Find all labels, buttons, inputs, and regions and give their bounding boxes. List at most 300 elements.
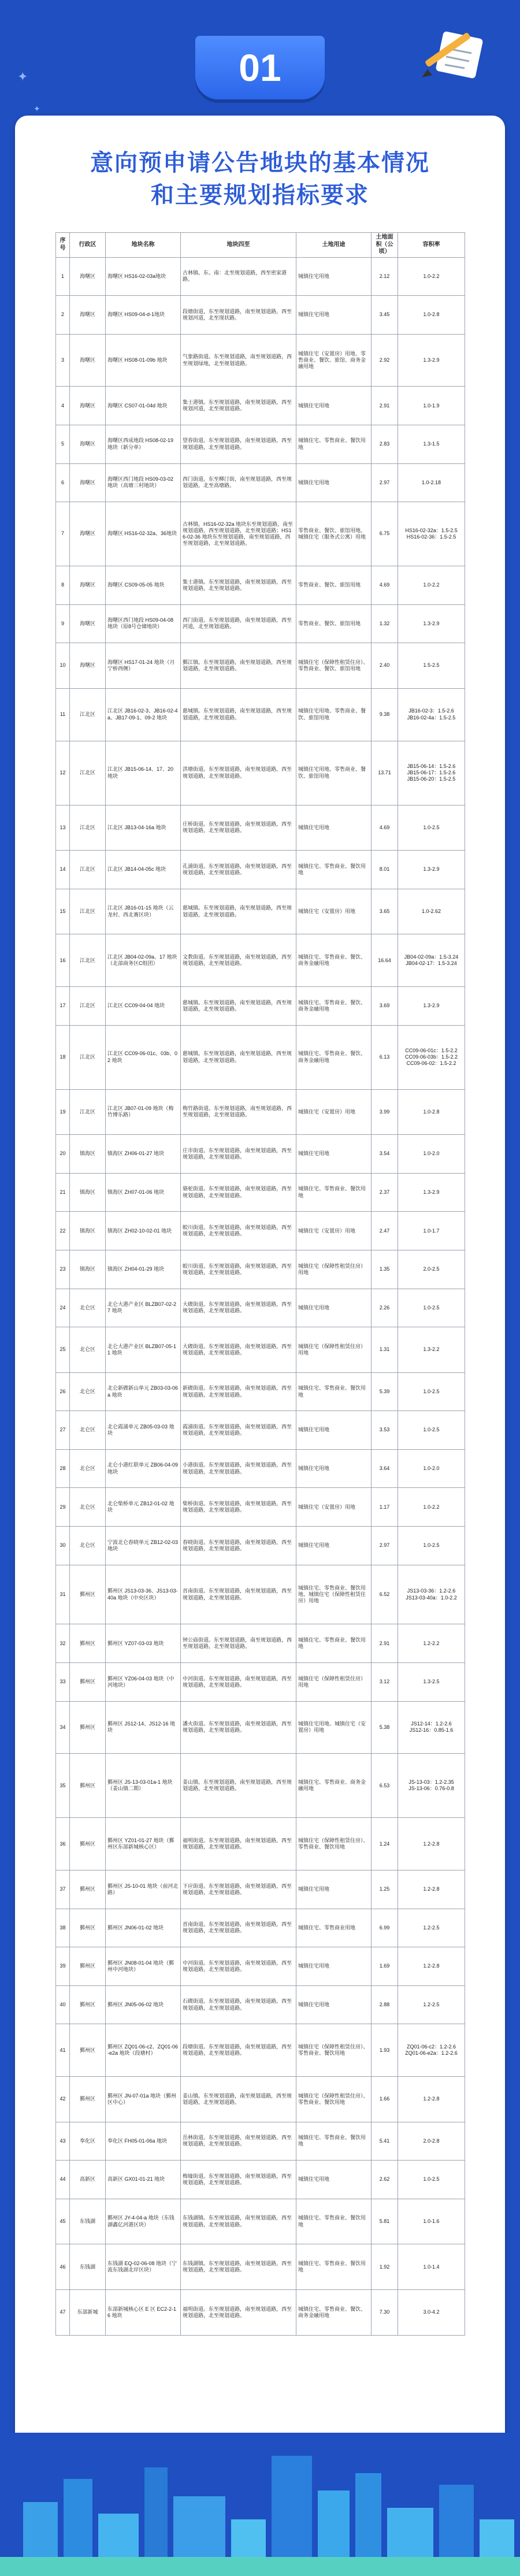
cell-area: 2.91 [372,1624,398,1663]
cell-name: 江北区 JB04-02-09a、17 地块（北部商务区C组团） [106,934,181,987]
cell-name: 北仑小港红联单元 ZB06-04-09 地块 [106,1449,181,1488]
cell-seq: 12 [56,741,70,805]
header-use: 土地用途 [296,233,372,258]
cell-use: 城镇住宅用地 [296,257,372,296]
cell-name: 高新区 GX01-01-21 地块 [106,2161,181,2199]
pen-paper-icon [404,23,491,92]
cell-name: 海曙区 CS09-05-05 地块 [106,566,181,605]
cell-district: 鄞州区 [70,1947,106,1986]
cell-seq: 29 [56,1488,70,1527]
table-row [56,1250,465,1289]
cell-location: 下应街道。东至规划道路，南至规划道路，西至规划道路，北至规划道路。 [181,1870,296,1909]
cell-use: 城镇住宅、零售商业、餐饮用地 [296,2122,372,2161]
cell-use: 零售商业、餐饮、旅馆用地 [296,604,372,643]
cell-area: 2.26 [372,1289,398,1327]
cell-name: 鄞州区 JN06-01-02 地块 [106,1909,181,1947]
cell-use: 城镇住宅用地、零售商业、餐饮、旅馆用地 [296,688,372,741]
cell-use: 城镇住宅（保障性租赁住房）用地 [296,1663,372,1702]
cell-name: 海曙区 CS07-01-04d 地块 [106,387,181,425]
cell-seq: 36 [56,1818,70,1870]
cell-location: 骆驼街道。东至规划道路，南至规划道路，西至规划道路，北至规划道路。 [181,1173,296,1212]
cell-use: 城镇住宅用地 [296,1527,372,1565]
table-row [56,1754,465,1818]
cell-district: 北仑区 [70,1449,106,1488]
cell-district: 鄞州区 [70,2024,106,2077]
cell-district: 鄞州区 [70,1663,106,1702]
table-row [56,1527,465,1565]
cell-seq: 9 [56,604,70,643]
cell-use: 城镇住宅、零售商业、餐饮、商务金融用地 [296,1025,372,1089]
cell-district: 江北区 [70,805,106,851]
cell-seq: 30 [56,1527,70,1565]
cell-far: 1.2-2.5 [398,1909,465,1947]
cell-location: 慈城镇。东至规划道路，南至规划道路，西至规划道路，北至规划道路。 [181,1025,296,1089]
table-row [56,296,465,335]
cell-district: 江北区 [70,688,106,741]
cell-far: 1.3-2.9 [398,987,465,1026]
cell-area: 6.52 [372,1565,398,1624]
cell-use: 城镇住宅（安置房）用地 [296,1212,372,1250]
cell-location: 望春街道。东至规划道路，南至规划道路，西至规划道路，北至规划道路。 [181,425,296,463]
table-row [56,1488,465,1527]
cell-far: 1.0-2.2 [398,566,465,605]
cell-use: 城镇住宅用地、零售商业、餐饮、旅馆用地 [296,741,372,805]
cell-far: 1.0-2.5 [398,2161,465,2199]
cell-location: 慈城镇。东至规划道路，南至规划道路，西至规划道路，北至规划道路。 [181,889,296,934]
cell-area: 3.53 [372,1411,398,1450]
cell-area: 4.69 [372,566,398,605]
cell-name: 东钱湖 EQ-02-06-08 地块（宁波东钱湖北岸区块） [106,2244,181,2290]
cell-name: 海曙区西门地段 HS09-03-02 地块（高塘三村地块） [106,463,181,502]
cell-use: 城镇住宅、零售商业、餐饮用地 [296,1372,372,1411]
cell-district: 江北区 [70,1025,106,1089]
cell-use: 城镇住宅（保障性租赁住房）、零售商业、餐饮用地 [296,2077,372,2122]
cell-seq: 23 [56,1250,70,1289]
header-far: 容积率 [398,233,465,258]
cell-name: 奉化区 FH05-01-06a 地块 [106,2122,181,2161]
cell-seq: 15 [56,889,70,934]
cell-far: 1.2-2.8 [398,1947,465,1986]
cell-area: 8.01 [372,851,398,889]
cell-far: 1.0-2.18 [398,463,465,502]
cell-use: 城镇住宅、零售商业、餐饮用地、城镇住宅（保障性租赁住房）用地 [296,1565,372,1624]
cell-location: 慈城镇。东至规划道路，南至规划道路，西至规划道路，北至规划道路。 [181,688,296,741]
cell-name: 海曙区 HS16-02-32a、36地块 [106,502,181,566]
cell-far: 1.3-2.9 [398,1173,465,1212]
city-skyline-illustration [0,2433,520,2576]
cell-area: 2.83 [372,425,398,463]
cell-seq: 47 [56,2290,70,2336]
cell-far: 1.0-2.2 [398,1488,465,1527]
cell-district: 鄞州区 [70,1701,106,1754]
cell-use: 城镇住宅用地 [296,1411,372,1450]
cell-far: JB04-02-09a：1.5-3.24 JB04-02-17：1.5-3.24 [398,934,465,987]
cell-location: 首南街道。东至规划道路，南至规划道路，西至规划道路，北至规划道路。 [181,1909,296,1947]
table-row [56,1909,465,1947]
cell-use: 城镇住宅、零售商业、餐饮、商务金融用地 [296,2290,372,2336]
cell-use: 城镇住宅、零售商业、餐饮用地 [296,425,372,463]
cell-location: 潘火街道。东至规划道路，南至规划道路，西至规划道路，北至规划道路。 [181,1701,296,1754]
cell-name: 江北区 JB16-02-3、JB16-02-4a、JB17-09-1、09-2 地块 [106,688,181,741]
cell-name: 鄞州区 JS13-03-36、JS13-03-40a 地块（中央区块） [106,1565,181,1624]
table-row [56,1818,465,1870]
cell-use: 零售商业、餐饮、旅馆用地 [296,566,372,605]
cell-seq: 39 [56,1947,70,1986]
cell-use: 城镇住宅用地 [296,2161,372,2199]
cell-seq: 25 [56,1327,70,1373]
cell-seq: 33 [56,1663,70,1702]
cell-location: 古林镇。HS16-02-32a 地块东至规划道路，南至规划道路，西至规划道路，北至规划道路；HS16-02-36 地块东至规划道路，南至规划道路，西至规划道路，北至规划道路。 [181,502,296,566]
cell-area: 1.17 [372,1488,398,1527]
table-row [56,502,465,566]
cell-district: 北仑区 [70,1411,106,1450]
cell-seq: 21 [56,1173,70,1212]
cell-district: 东部新城 [70,2290,106,2336]
cell-area: 2.97 [372,1527,398,1565]
cell-district: 北仑区 [70,1488,106,1527]
cell-seq: 4 [56,387,70,425]
cell-seq: 1 [56,257,70,296]
cell-far: ZQ01-06-c2：1.2-2.6 ZQ01-06-e2a：1.2-2.6 [398,2024,465,2077]
cell-area: 3.12 [372,1663,398,1702]
cell-far: 1.3-2.5 [398,1663,465,1702]
cell-area: 3.54 [372,1135,398,1174]
cell-use: 城镇住宅用地 [296,1870,372,1909]
cell-far: JS13-03-36：1.2-2.6 JS13-03-40a：1.0-2.2 [398,1565,465,1624]
cell-far: 1.0-2.62 [398,889,465,934]
cell-name: 江北区 JB14-04-05c 地块 [106,851,181,889]
cell-area: 6.13 [372,1025,398,1089]
cell-district: 江北区 [70,934,106,987]
cell-district: 镇海区 [70,1135,106,1174]
cell-area: 4.69 [372,805,398,851]
cell-seq: 38 [56,1909,70,1947]
cell-area: 1.93 [372,2024,398,2077]
cell-location: 福明街道。东至规划道路，南至规划道路，西至规划道路，北至规划道路。 [181,1818,296,1870]
cell-district: 镇海区 [70,1250,106,1289]
cell-location: 福明街道。东至规划道路，南至规划道路，西至规划道路，北至规划道路。 [181,2290,296,2336]
cell-district: 东钱湖 [70,2244,106,2290]
cell-far: 1.3-2.2 [398,1327,465,1373]
cell-name: 北仑大港产业区 BLZB07-02-27 地块 [106,1289,181,1327]
cell-area: 2.47 [372,1212,398,1250]
table-row [56,889,465,934]
cell-far: 1.0-2.0 [398,1135,465,1174]
section-number: 01 [239,46,281,89]
cell-district: 鄞州区 [70,1870,106,1909]
cell-district: 鄞州区 [70,1754,106,1818]
cell-area: 3.99 [372,1089,398,1135]
cell-name: 鄞州区 JN-07-01a 地块（鄞州区中心） [106,2077,181,2122]
cell-area: 3.64 [372,1449,398,1488]
table-row [56,1449,465,1488]
cell-name: 海曙区西门地段 HS09-04-08 地块（原8号仓储地块） [106,604,181,643]
cell-area: 2.12 [372,257,398,296]
cell-location: 段塘街道，东至规划道路，南至规划道路，西至规划河道，北至现状路。 [181,296,296,335]
cell-far: JB16-02-3：1.5-2.6 JB16-02-4a：1.5-2.5 [398,688,465,741]
cell-location: 西门街道。东至柳汀街，南至规划道路，西至规划道路，北至高塘路。 [181,463,296,502]
cell-far: 1.2-2.2 [398,1624,465,1663]
cell-far: 1.0-2.0 [398,1449,465,1488]
table-row [56,934,465,987]
cell-location: 庄桥街道。东至规划道路，南至规划道路，西至规划道路，北至规划道路。 [181,805,296,851]
cell-location: 段塘街道。东至规划道路，南至规划道路，西至规划道路，北至规划道路。 [181,2024,296,2077]
cell-use: 城镇住宅用地 [296,463,372,502]
cell-seq: 44 [56,2161,70,2199]
cell-seq: 46 [56,2244,70,2290]
table-header-row [56,233,465,258]
cell-name: 镇海区 ZH06-01-27 地块 [106,1135,181,1174]
cell-area: 1.32 [372,604,398,643]
cell-location: 春晓街道。东至规划道路，南至规划道路，西至规划道路，北至规划道路。 [181,1527,296,1565]
cell-location: 石碶街道。东至规划道路，南至规划道路，西至规划道路，北至规划道路。 [181,1985,296,2024]
cell-use: 城镇住宅（安置房）用地、零售商业、餐饮、旅馆、商务金融用地 [296,334,372,387]
cell-district: 海曙区 [70,257,106,296]
cell-use: 城镇住宅用地 [296,1135,372,1174]
cell-seq: 35 [56,1754,70,1818]
cell-name: 海曙区 HS16-02-03a地块 [106,257,181,296]
table-row [56,1701,465,1754]
cell-name: 北仑霞浦单元 ZB05-03-03 地块 [106,1411,181,1450]
table-row [56,1025,465,1089]
cell-name: 江北区 CC09-06-01c、03b、02 地块 [106,1025,181,1089]
cell-name: 鄞州区 JS-10-01 地块（前河北路） [106,1870,181,1909]
table-row [56,1985,465,2024]
cell-seq: 11 [56,688,70,741]
table-row [56,2122,465,2161]
cell-name: 东部新城核心区 E 区 EC2-2-16 地块 [106,2290,181,2336]
cell-name: 镇海区 ZH04-01-29 地块 [106,1250,181,1289]
cell-far: 2.0-2.5 [398,1250,465,1289]
cell-district: 海曙区 [70,643,106,689]
cell-use: 城镇住宅用地 [296,1947,372,1986]
cell-use: 城镇住宅（保障性租赁住房）用地 [296,1250,372,1289]
land-parcel-table-wrapper [55,232,465,2336]
cell-location: 西门街道。东至规划道路，南至规划道路，西至河道，北至规划道路。 [181,604,296,643]
cell-far: JB15-06-14：1.5-2.6 JB15-06-17：1.5-2.6 JB15-06-20：1.5-2.5 [398,741,465,805]
cell-far: 1.3-2.9 [398,851,465,889]
page-title-line1: 意向预申请公告地块的基本情况 [90,150,430,176]
cell-location: 中河街道。东至规划道路，南至规划道路，西至规划道路，北至规划道路。 [181,1947,296,1986]
cell-area: 3.69 [372,987,398,1026]
cell-district: 鄞州区 [70,1818,106,1870]
table-row [56,1173,465,1212]
cell-district: 海曙区 [70,425,106,463]
cell-far: 1.0-2.5 [398,805,465,851]
cell-name: 鄞州区 JS-13-03-01a-1 地块（姜山镇二期） [106,1754,181,1818]
cell-location: 新碶街道。东至规划道路，南至规划道路，西至规划道路，北至规划道路。 [181,1372,296,1411]
table-row [56,2244,465,2290]
cell-name: 海曙区 HS17-01-24 地块（月宁桥西侧） [106,643,181,689]
cell-area: 1.24 [372,1818,398,1870]
cell-use: 城镇住宅用地 [296,1985,372,2024]
cell-area: 3.65 [372,889,398,934]
table-row [56,2199,465,2244]
table-row [56,566,465,605]
cell-far: JS12-14：1.2-2.6 JS12-16：0.85-1.6 [398,1701,465,1754]
cell-use: 城镇住宅、零售商业用地 [296,1909,372,1947]
cell-area: 5.81 [372,2199,398,2244]
cell-far: CC09-06-01c：1.5-2.2 CC09-06-03b：1.5-2.2 CC09-06-02：1.5-2.2 [398,1025,465,1089]
cell-area: 6.99 [372,1909,398,1947]
cell-name: 鄞州区 YZ06-04-03 地块（中河地块） [106,1663,181,1702]
cell-location: 蛟川街道。东至规划道路，南至规划道路，西至规划道路，北至规划道路。 [181,1250,296,1289]
cell-location: 岳林街道。东至规划道路，南至规划道路，西至规划道路，北至规划道路。 [181,2122,296,2161]
cell-location: 气象路街道。东至规划道路，南至规划道路，西至规划绿地，北至规划道路。 [181,334,296,387]
cell-location: 姜山镇。东至规划道路，南至规划道路，西至规划道路，北至规划道路。 [181,1754,296,1818]
cell-location: 大碶街道。东至规划道路，南至规划道路，西至规划道路，北至规划道路。 [181,1327,296,1373]
cell-use: 城镇住宅、零售商业、餐饮用地 [296,1624,372,1663]
cell-name: 江北区 JB07-01-09 地块（梅竹博乐路） [106,1089,181,1135]
cell-name: 鄞州区 JS12-14、JS12-16 地块 [106,1701,181,1754]
cell-seq: 34 [56,1701,70,1754]
cell-use: 城镇住宅用地 [296,387,372,425]
cell-area: 1.25 [372,1870,398,1909]
cell-district: 奉化区 [70,2122,106,2161]
cell-area: 5.39 [372,1372,398,1411]
cell-district: 鄞州区 [70,1985,106,2024]
star-icon: ✦ [34,104,40,113]
cell-seq: 28 [56,1449,70,1488]
cell-location: 柴桥街道。东至规划道路，南至规划道路，西至规划道路，北至规划道路。 [181,1488,296,1527]
header-seq: 序号 [56,233,70,258]
cell-location: 洪塘街道。东至规划道路，南至规划道路，西至规划道路，北至规划道路。 [181,741,296,805]
table-row [56,1327,465,1373]
cell-use: 城镇住宅、零售商业、餐饮用地 [296,1173,372,1212]
cell-location: 大碶街道。东至规划道路，南至规划道路，西至规划道路，北至规划道路。 [181,1289,296,1327]
cell-district: 鄞州区 [70,1624,106,1663]
header-location: 地块四至 [181,233,296,258]
cell-far: 1.3-2.9 [398,604,465,643]
table-row [56,688,465,741]
cell-seq: 45 [56,2199,70,2244]
cell-name: 鄞州区 YZ07-03-03 地块 [106,1624,181,1663]
section-number-badge [195,36,325,99]
cell-location: 东钱湖镇。东至规划道路，南至规划道路，西至规划道路，北至规划道路。 [181,2244,296,2290]
cell-district: 江北区 [70,987,106,1026]
cell-far: 2.0-2.8 [398,2122,465,2161]
table-row [56,851,465,889]
table-row [56,2024,465,2077]
cell-district: 江北区 [70,741,106,805]
cell-area: 2.91 [372,387,398,425]
cell-use: 零售商业、餐饮、旅馆用地、城镇住宅（服务式公寓）用地 [296,502,372,566]
cell-location: 小港街道。东至规划道路，南至规划道路，西至规划道路，北至规划道路。 [181,1449,296,1488]
table-row [56,2290,465,2336]
cell-far: 1.0-2.5 [398,1372,465,1411]
cell-use: 城镇住宅（保障性租赁住房）、零售商业、餐饮用地 [296,1818,372,1870]
cell-location: 集士港镇。东至规划道路，南至规划道路，西至规划河道，北至规划道路。 [181,387,296,425]
cell-district: 北仑区 [70,1372,106,1411]
cell-seq: 43 [56,2122,70,2161]
cell-area: 1.69 [372,1947,398,1986]
cell-location: 中河街道。东至规划道路，南至规划道路，西至规划道路，北至规划道路。 [181,1663,296,1702]
cell-seq: 10 [56,643,70,689]
cell-location: 梅竹路街道。东至规划道路，南至规划道路，西至规划道路，北至规划道路。 [181,1089,296,1135]
table-row [56,2161,465,2199]
cell-district: 鄞州区 [70,1909,106,1947]
cell-seq: 16 [56,934,70,987]
cell-location: 庄市街道。东至规划道路，南至规划道路，西至规划道路，北至规划道路。 [181,1135,296,1174]
cell-district: 海曙区 [70,387,106,425]
cell-seq: 5 [56,425,70,463]
table-row [56,805,465,851]
cell-area: 2.37 [372,1173,398,1212]
cell-far: 1.2-2.8 [398,1870,465,1909]
cell-far: 1.0-2.8 [398,1089,465,1135]
cell-seq: 3 [56,334,70,387]
cell-district: 北仑区 [70,1527,106,1565]
cell-far: 1.0-2.5 [398,1527,465,1565]
cell-far: 1.0-1.9 [398,387,465,425]
cell-use: 城镇住宅用地 [296,1449,372,1488]
cell-name: 鄞州区 JY-4-04-a 地块（东钱湖鑫亿河港区块） [106,2199,181,2244]
header-district: 行政区 [70,233,106,258]
cell-location: 鄞江镇。东至规划道路，南至规划道路，西至规划道路，北至规划道路。 [181,643,296,689]
cell-use: 城镇住宅用地 [296,296,372,335]
header-name: 地块名称 [106,233,181,258]
cell-seq: 2 [56,296,70,335]
cell-seq: 42 [56,2077,70,2122]
cell-far: 1.0-1.4 [398,2244,465,2290]
cell-seq: 32 [56,1624,70,1663]
cell-location: 集士港镇。东至规划道路，南至规划道路，西至规划道路，北至规划道路。 [181,566,296,605]
cell-district: 北仑区 [70,1289,106,1327]
cell-area: 2.92 [372,334,398,387]
cell-far: 1.0-2.2 [398,257,465,296]
cell-location: 霞浦街道。东至规划道路，南至规划道路，西至规划道路，北至规划道路。 [181,1411,296,1450]
table-row [56,1089,465,1135]
cell-far: 1.0-2.5 [398,1411,465,1450]
cell-use: 城镇住宅、零售商业、餐饮用地 [296,2199,372,2244]
table-row [56,334,465,387]
cell-seq: 6 [56,463,70,502]
cell-use: 城镇住宅（保障性租赁住房）、零售商业、餐饮用地 [296,2024,372,2077]
cell-use: 城镇住宅、零售商业、餐饮用地 [296,2244,372,2290]
cell-area: 2.40 [372,643,398,689]
cell-district: 镇海区 [70,1173,106,1212]
cell-area: 9.38 [372,688,398,741]
cell-area: 2.97 [372,463,398,502]
table-row [56,1870,465,1909]
cell-far: 1.2-2.8 [398,2077,465,2122]
header-area: 土地面积（公顷） [372,233,398,258]
cell-seq: 24 [56,1289,70,1327]
cell-far: HS16-02-32a：1.5-2.5 HS16-02-36：1.5-2.5 [398,502,465,566]
table-row [56,1411,465,1450]
table-row [56,987,465,1026]
cell-far: 1.0-1.6 [398,2199,465,2244]
cell-district: 海曙区 [70,566,106,605]
cell-name: 江北区 JB16-01-15 地块（云龙村、西北赛区块） [106,889,181,934]
cell-district: 鄞州区 [70,2077,106,2122]
cell-seq: 40 [56,1985,70,2024]
cell-location: 慈城镇。东至规划道路，南至规划道路，西至规划道路，北至规划道路。 [181,987,296,1026]
cell-seq: 18 [56,1025,70,1089]
cell-location: 文教街道。东至规划道路，南至规划道路，西至规划道路，北至规划道路。 [181,934,296,987]
cell-name: 江北区 JB15-06-14、17、20 地块 [106,741,181,805]
cell-location: 孔浦街道。东至规划道路，南至规划道路，西至规划道路，北至规划道路。 [181,851,296,889]
cell-area: 16.64 [372,934,398,987]
table-row [56,1663,465,1702]
cell-district: 高新区 [70,2161,106,2199]
cell-far: 1.0-2.8 [398,296,465,335]
cell-location: 首南街道。东至规划道路，南至规划道路，西至规划道路，北至规划道路。 [181,1565,296,1624]
table-row [56,257,465,296]
cell-seq: 7 [56,502,70,566]
cell-district: 东钱湖 [70,2199,106,2244]
cell-name: 鄞州区 ZQ01-06-c2、ZQ01-06-e2a 地块（段塘村） [106,2024,181,2077]
